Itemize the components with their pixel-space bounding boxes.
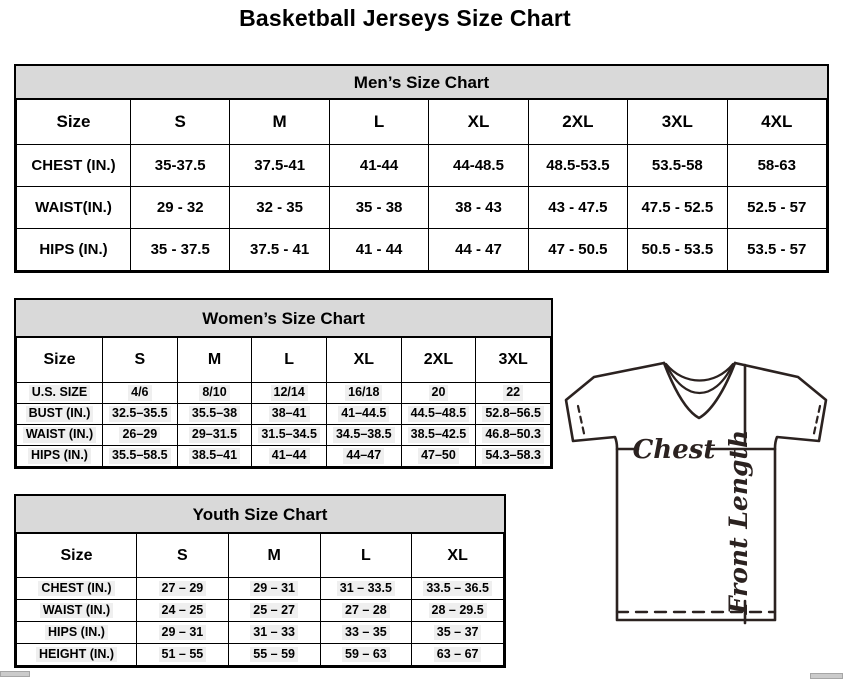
mens-header-row	[17, 100, 827, 145]
womens-value-cell	[476, 383, 551, 404]
mens-size-table	[16, 99, 827, 271]
youth-value-text: 29 – 31	[159, 625, 207, 641]
youth-data-row	[17, 600, 504, 622]
womens-value-text: 38.5–41	[189, 448, 240, 464]
youth-value-text: 33 – 35	[342, 625, 390, 641]
mens-value-text: 53.5 - 57	[747, 241, 807, 258]
mens-value-text: 48.5-53.5	[546, 157, 610, 174]
womens-row-label	[17, 425, 103, 446]
youth-value-cell	[228, 578, 320, 600]
womens-data-row	[17, 404, 551, 425]
womens-value-text: 8/10	[199, 385, 229, 401]
mens-value-text: 44 - 47	[455, 241, 502, 258]
womens-value-cell	[476, 404, 551, 425]
mens-row-label	[17, 229, 131, 271]
youth-value-text: 24 – 25	[159, 603, 207, 619]
womens-value-text: 35.5–58.5	[109, 448, 171, 464]
mens-value-text: 47.5 - 52.5	[641, 199, 714, 216]
mens-data-row	[17, 229, 827, 271]
womens-row-label-text: U.S. SIZE	[29, 385, 91, 401]
youth-data-row	[17, 578, 504, 600]
womens-row-label	[17, 404, 103, 425]
womens-value-text: 38.5–42.5	[408, 427, 470, 443]
youth-value-text: 59 – 63	[342, 647, 390, 663]
youth-row-label-text: HIPS (IN.)	[45, 625, 108, 641]
youth-value-text: 63 – 67	[434, 647, 482, 663]
womens-value-text: 31.5–34.5	[258, 427, 320, 443]
mens-value-cell	[230, 145, 329, 187]
womens-value-cell	[476, 446, 551, 467]
jersey-outline	[566, 363, 826, 620]
womens-value-cell	[103, 404, 178, 425]
mens-col-header: 4XL	[727, 100, 826, 145]
youth-row-label-text: HEIGHT (IN.)	[36, 647, 117, 663]
womens-col-header: 3XL	[476, 338, 551, 383]
youth-size-table	[16, 533, 504, 666]
mens-col-header: 2XL	[528, 100, 627, 145]
mens-value-cell	[131, 229, 230, 271]
youth-value-cell	[228, 622, 320, 644]
youth-col-header: M	[228, 534, 320, 578]
youth-value-text: 33.5 – 36.5	[423, 581, 492, 597]
youth-col-header: S	[137, 534, 229, 578]
womens-col-header: S	[103, 338, 178, 383]
mens-value-text: 37.5-41	[254, 157, 306, 174]
youth-value-cell	[228, 644, 320, 666]
womens-size-chart-section	[14, 298, 553, 469]
womens-value-text: 29–31.5	[189, 427, 240, 443]
youth-value-text: 27 – 28	[342, 603, 390, 619]
womens-value-cell	[476, 425, 551, 446]
mens-row-label-text: HIPS (IN.)	[39, 241, 108, 258]
womens-value-text: 12/14	[271, 385, 308, 401]
mens-row-label	[17, 187, 131, 229]
mens-row-label	[17, 145, 131, 187]
womens-value-cell	[326, 425, 401, 446]
mens-col-header: L	[329, 100, 428, 145]
womens-value-cell	[252, 383, 327, 404]
h-scrollbar-fragment-left[interactable]	[0, 671, 30, 677]
womens-value-cell	[326, 404, 401, 425]
youth-row-label-text: WAIST (IN.)	[40, 603, 113, 619]
womens-value-text: 44–47	[343, 448, 384, 464]
womens-value-text: 47–50	[418, 448, 459, 464]
front-length-label: Front Length	[724, 429, 753, 615]
womens-header-row	[17, 338, 551, 383]
youth-value-text: 25 – 27	[250, 603, 298, 619]
womens-value-cell	[177, 446, 252, 467]
womens-data-row	[17, 446, 551, 467]
womens-col-header: Size	[17, 338, 103, 383]
mens-row-label-text: CHEST (IN.)	[31, 157, 116, 174]
youth-value-cell	[137, 600, 229, 622]
womens-value-text: 35.5–38	[189, 406, 240, 422]
sleeve-cuff-dashes-left	[578, 406, 585, 438]
mens-value-cell	[429, 187, 528, 229]
womens-col-header: M	[177, 338, 252, 383]
youth-value-cell	[228, 600, 320, 622]
womens-value-text: 22	[503, 385, 523, 401]
youth-value-cell	[412, 600, 504, 622]
youth-value-cell	[137, 578, 229, 600]
mens-size-chart-section	[14, 64, 829, 273]
mens-data-row	[17, 145, 827, 187]
youth-value-text: 55 – 59	[250, 647, 298, 663]
mens-value-text: 35-37.5	[154, 157, 206, 174]
youth-value-cell	[412, 578, 504, 600]
youth-col-header: Size	[17, 534, 137, 578]
mens-value-cell	[329, 187, 428, 229]
womens-col-header: L	[252, 338, 327, 383]
mens-data-row	[17, 187, 827, 229]
mens-value-text: 43 - 47.5	[548, 199, 608, 216]
womens-row-label	[17, 446, 103, 467]
youth-value-cell	[320, 644, 412, 666]
womens-data-row	[17, 425, 551, 446]
youth-header-row	[17, 534, 504, 578]
youth-value-cell	[320, 578, 412, 600]
womens-value-text: 26–29	[119, 427, 160, 443]
sleeve-cuff-dashes-right	[813, 406, 820, 438]
womens-value-text: 32.5–35.5	[109, 406, 171, 422]
mens-size-chart-title: Men’s Size Chart	[16, 66, 827, 99]
mens-value-text: 53.5-58	[651, 157, 703, 174]
youth-row-label	[17, 578, 137, 600]
mens-value-text: 35 - 37.5	[150, 241, 210, 258]
mens-value-text: 47 - 50.5	[548, 241, 608, 258]
womens-value-cell	[103, 446, 178, 467]
youth-value-text: 28 – 29.5	[429, 603, 487, 619]
mens-value-cell	[727, 145, 826, 187]
mens-value-cell	[230, 187, 329, 229]
womens-row-label-text: WAIST (IN.)	[23, 427, 96, 443]
womens-value-text: 46.8–50.3	[482, 427, 544, 443]
mens-value-cell	[230, 229, 329, 271]
womens-value-text: 41–44.5	[338, 406, 389, 422]
womens-col-header: XL	[326, 338, 401, 383]
youth-col-header: L	[320, 534, 412, 578]
womens-col-header: 2XL	[401, 338, 476, 383]
mens-value-text: 32 - 35	[256, 199, 303, 216]
mens-value-cell	[727, 187, 826, 229]
mens-value-cell	[628, 229, 727, 271]
womens-value-cell	[252, 404, 327, 425]
youth-col-header: XL	[412, 534, 504, 578]
mens-value-text: 38 - 43	[455, 199, 502, 216]
mens-row-label-text: WAIST(IN.)	[35, 199, 112, 216]
jersey-collar-rib-line	[666, 364, 733, 381]
womens-value-text: 54.3–58.3	[482, 448, 544, 464]
youth-value-text: 27 – 29	[159, 581, 207, 597]
womens-value-text: 20	[429, 385, 449, 401]
mens-value-cell	[528, 187, 627, 229]
mens-value-cell	[528, 229, 627, 271]
womens-row-label	[17, 383, 103, 404]
womens-value-cell	[401, 446, 476, 467]
youth-value-cell	[137, 644, 229, 666]
womens-value-cell	[401, 404, 476, 425]
mens-col-header: 3XL	[628, 100, 727, 145]
youth-value-cell	[320, 600, 412, 622]
mens-col-header: M	[230, 100, 329, 145]
mens-value-text: 35 - 38	[355, 199, 403, 216]
mens-value-cell	[131, 187, 230, 229]
mens-value-cell	[628, 145, 727, 187]
youth-row-label-text: CHEST (IN.)	[38, 581, 114, 597]
youth-value-text: 35 – 37	[434, 625, 482, 641]
youth-value-cell	[137, 622, 229, 644]
womens-size-chart-title: Women’s Size Chart	[16, 300, 551, 337]
mens-value-cell	[329, 145, 428, 187]
youth-size-chart-section	[14, 494, 506, 668]
womens-value-text: 34.5–38.5	[333, 427, 395, 443]
womens-value-cell	[177, 383, 252, 404]
mens-value-text: 44-48.5	[453, 157, 504, 174]
youth-value-text: 51 – 55	[159, 647, 207, 663]
womens-value-text: 52.8–56.5	[482, 406, 544, 422]
womens-value-text: 38–41	[269, 406, 310, 422]
womens-value-cell	[252, 425, 327, 446]
youth-value-cell	[412, 644, 504, 666]
mens-value-text: 41-44	[359, 157, 399, 174]
youth-value-text: 29 – 31	[250, 581, 298, 597]
page-title: Basketball Jerseys Size Chart	[239, 5, 571, 31]
womens-value-cell	[177, 404, 252, 425]
womens-size-table	[16, 337, 551, 467]
youth-value-text: 31 – 33.5	[337, 581, 395, 597]
mens-value-text: 29 - 32	[156, 199, 204, 216]
youth-data-row	[17, 644, 504, 666]
youth-data-row	[17, 622, 504, 644]
mens-value-cell	[628, 187, 727, 229]
youth-value-cell	[320, 622, 412, 644]
womens-value-cell	[103, 425, 178, 446]
mens-col-header: Size	[17, 100, 131, 145]
mens-value-text: 58-63	[757, 157, 796, 174]
mens-value-text: 52.5 - 57	[747, 199, 807, 216]
womens-value-cell	[326, 383, 401, 404]
womens-value-cell	[177, 425, 252, 446]
womens-value-cell	[401, 425, 476, 446]
womens-value-text: 4/6	[128, 385, 151, 401]
h-scrollbar-fragment-right[interactable]	[810, 673, 843, 679]
chest-label: Chest	[632, 435, 716, 465]
mens-value-cell	[727, 229, 826, 271]
womens-value-text: 41–44	[269, 448, 310, 464]
youth-row-label	[17, 622, 137, 644]
womens-value-cell	[326, 446, 401, 467]
jersey-measurement-diagram	[558, 356, 840, 628]
youth-row-label	[17, 600, 137, 622]
youth-size-chart-title: Youth Size Chart	[16, 496, 504, 533]
mens-value-cell	[131, 145, 230, 187]
mens-col-header: XL	[429, 100, 528, 145]
mens-col-header: S	[131, 100, 230, 145]
mens-value-cell	[329, 229, 428, 271]
mens-value-text: 37.5 - 41	[250, 241, 310, 258]
womens-value-cell	[401, 383, 476, 404]
mens-value-cell	[429, 229, 528, 271]
youth-row-label	[17, 644, 137, 666]
womens-value-cell	[252, 446, 327, 467]
mens-value-text: 41 - 44	[355, 241, 403, 258]
youth-value-cell	[412, 622, 504, 644]
mens-value-cell	[429, 145, 528, 187]
womens-row-label-text: HIPS (IN.)	[28, 448, 91, 464]
womens-row-label-text: BUST (IN.)	[26, 406, 94, 422]
womens-value-cell	[103, 383, 178, 404]
womens-value-text: 44.5–48.5	[408, 406, 470, 422]
youth-value-text: 31 – 33	[250, 625, 298, 641]
womens-data-row	[17, 383, 551, 404]
mens-value-cell	[528, 145, 627, 187]
womens-value-text: 16/18	[345, 385, 382, 401]
mens-value-text: 50.5 - 53.5	[641, 241, 714, 258]
